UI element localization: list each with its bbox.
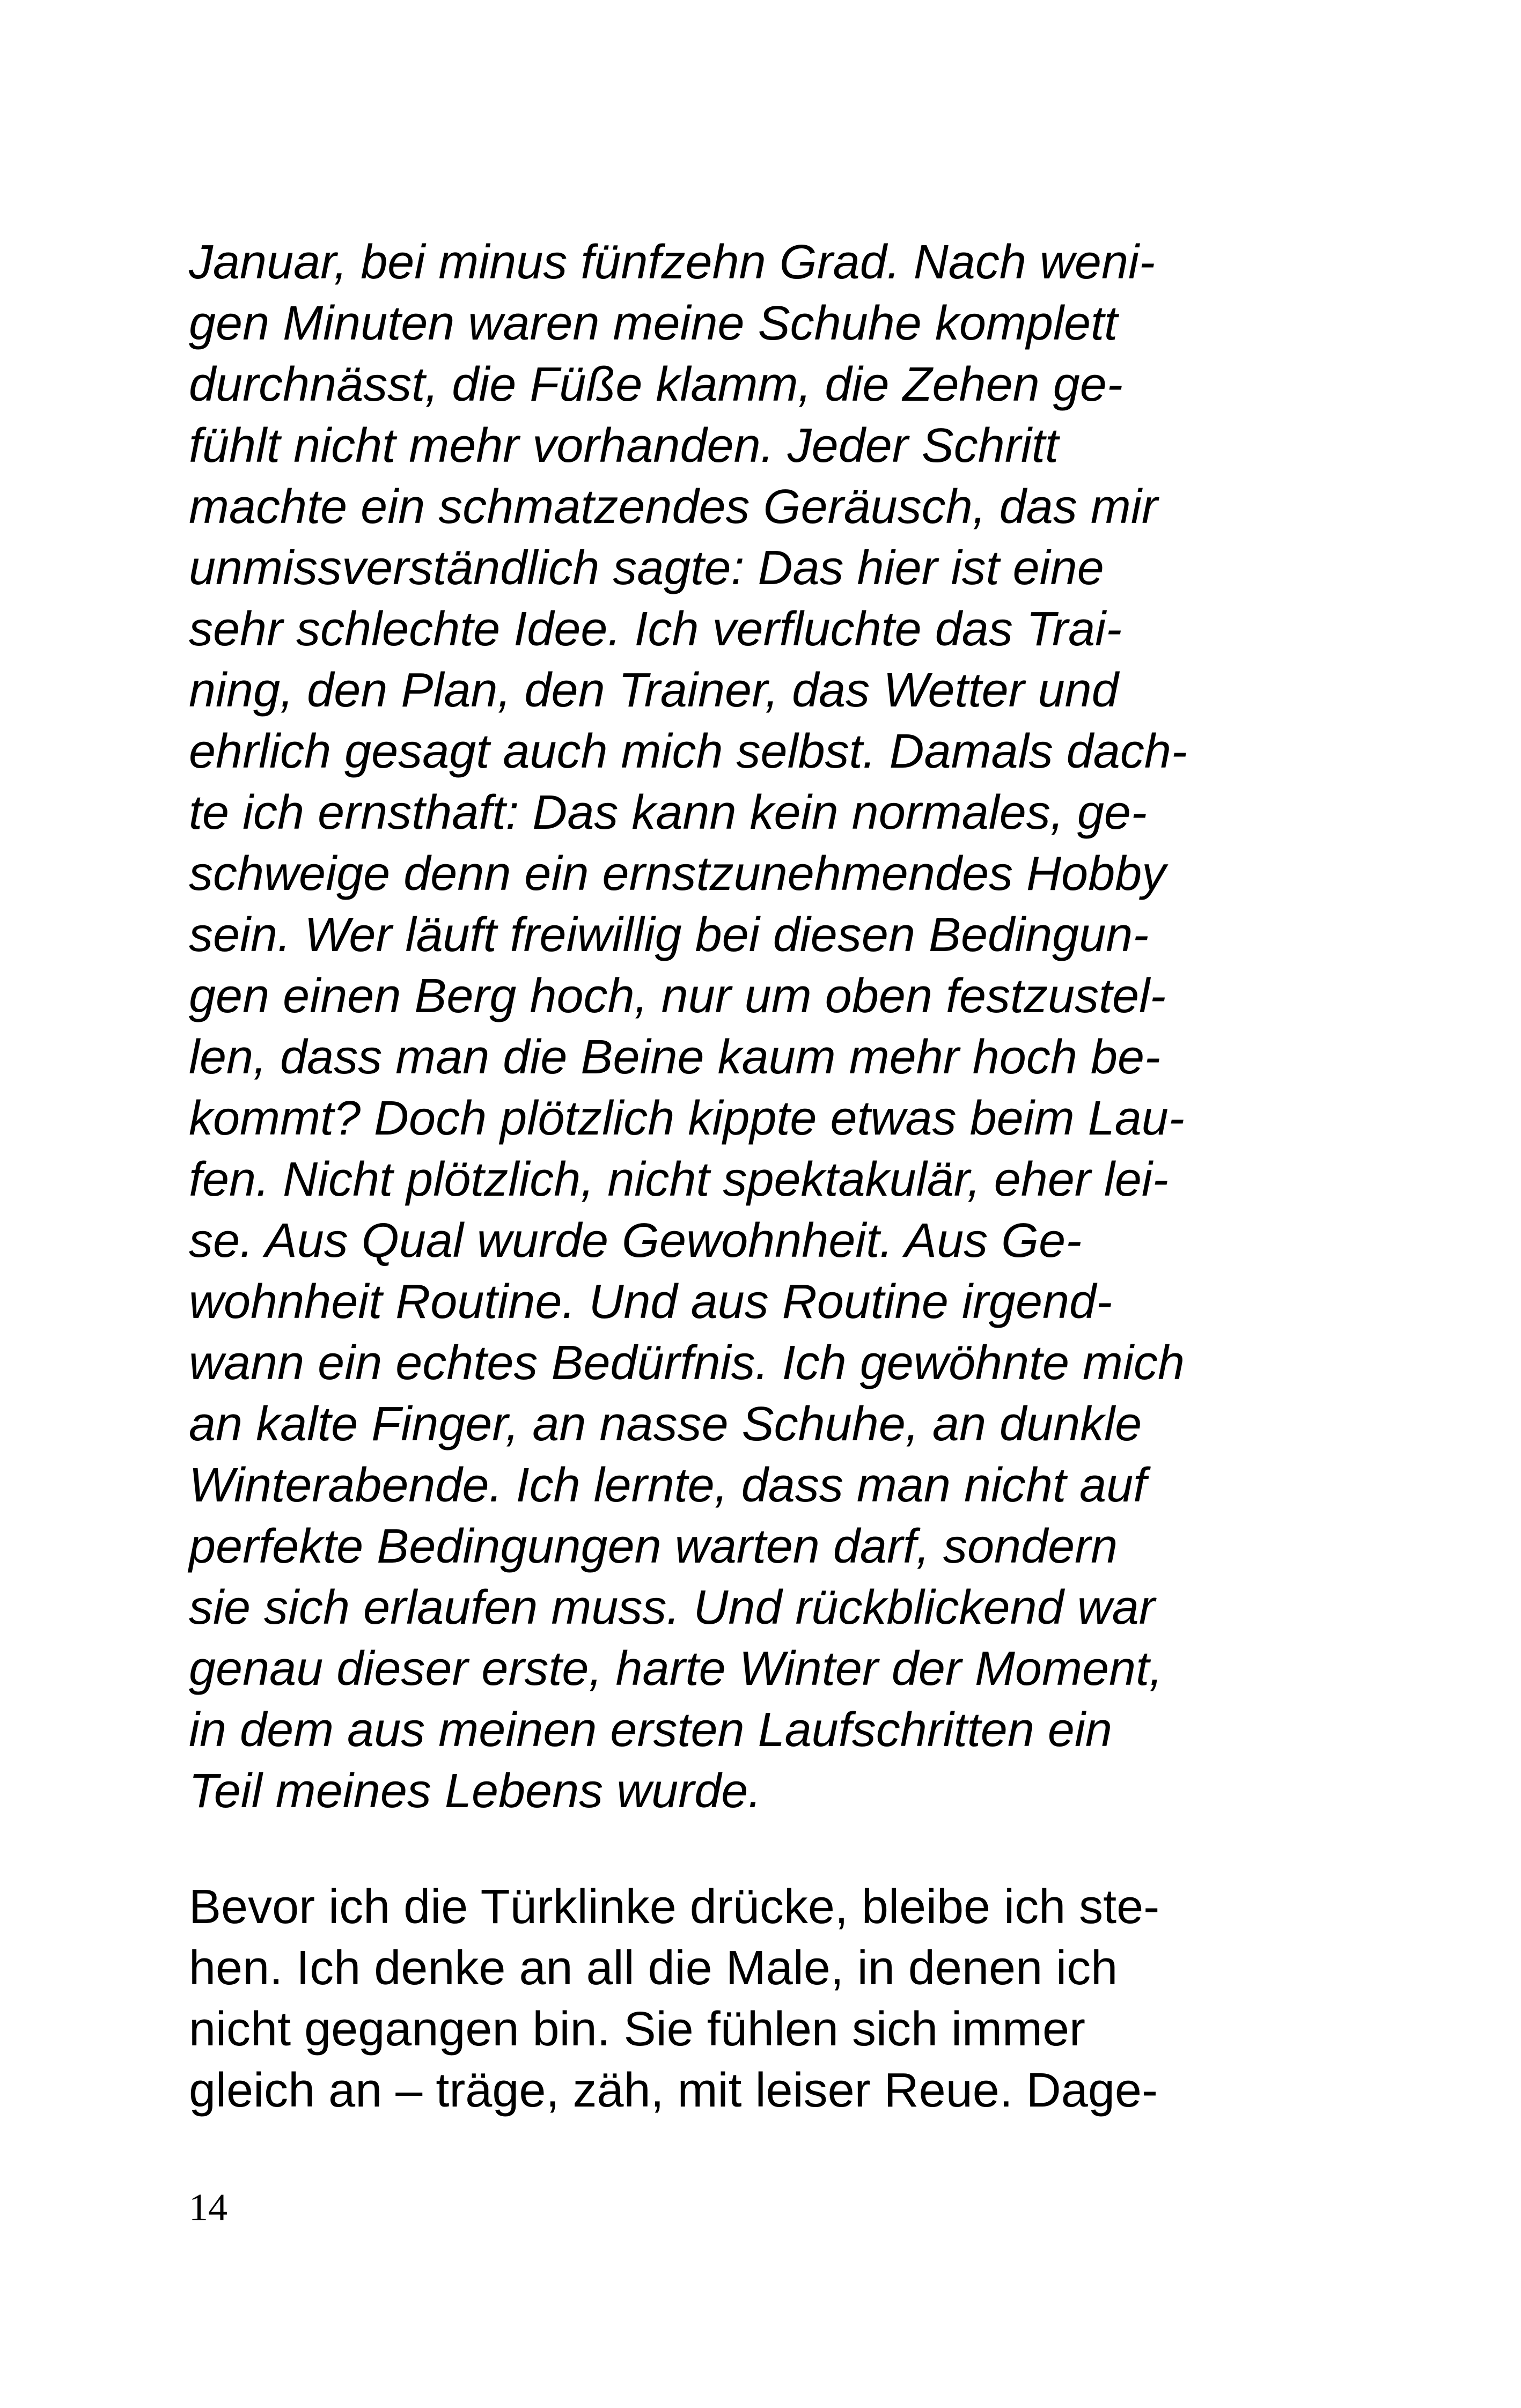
text-line: sehr schlechte Idee. Ich verfluchte das Trai- [189,602,1122,656]
text-line: machte ein schmatzendes Geräusch, das mir [189,480,1158,534]
text-line: te ich ernsthaft: Das kann kein normales, ge- [189,786,1147,840]
text-line: nicht gegangen bin. Sie fühlen sich immer [189,2002,1085,2056]
text-line: len, dass man die Beine kaum mehr hoch be- [189,1030,1160,1084]
text-line: in dem aus meinen ersten Laufschritten ein [189,1703,1112,1757]
text-line: sie sich erlaufen muss. Und rückblickend war [189,1581,1155,1634]
text-line: perfekte Bedingungen warten darf, sondern [189,1520,1118,1573]
normal-paragraph [189,1876,1396,2121]
text-line: kommt? Doch plötzlich kippte etwas beim Lau- [189,1092,1185,1145]
text-line: fen. Nicht plötzlich, nicht spektakulär, eher lei- [189,1153,1169,1206]
text-line: sein. Wer läuft freiwillig bei diesen Bedingun- [189,908,1149,962]
text-line: Januar, bei minus fünfzehn Grad. Nach weni- [189,235,1155,289]
text-line: ehrlich gesagt auch mich selbst. Damals dach- [189,725,1187,778]
text-line: se. Aus Qual wurde Gewohnheit. Aus Ge- [189,1214,1082,1268]
text-line: gen einen Berg hoch, nur um oben festzustel- [189,969,1166,1023]
text-line: genau dieser erste, harte Winter der Moment, [189,1642,1163,1696]
text-line: an kalte Finger, an nasse Schuhe, an dunkle [189,1397,1142,1451]
text-line: gen Minuten waren meine Schuhe komplett [189,297,1118,350]
text-line: schweige denn ein ernstzunehmendes Hobby [189,847,1166,901]
page-number: 14 [189,2186,227,2229]
text-line: durchnässt, die Füße klamm, die Zehen ge- [189,358,1123,411]
text-line: Bevor ich die Türklinke drücke, bleibe ich ste- [189,1880,1160,1934]
text-line: ning, den Plan, den Trainer, das Wetter und [189,664,1119,717]
text-line: Winterabende. Ich lernte, dass man nicht auf [189,1459,1147,1512]
text-line: fühlt nicht mehr vorhanden. Jeder Schritt [189,419,1059,473]
text-line: gleich an – träge, zäh, mit leiser Reue. Dage- [189,2064,1158,2117]
text-line: unmissverständlich sagte: Das hier ist eine [189,541,1104,595]
text-line: wann ein echtes Bedürfnis. Ich gewöhnte mich [189,1336,1185,1390]
italic-paragraph [189,232,1396,1822]
text-line: hen. Ich denke an all die Male, in denen ich [189,1941,1118,1995]
text-line: wohnheit Routine. Und aus Routine irgend- [189,1275,1113,1329]
text-line: Teil meines Lebens wurde. [189,1764,762,1818]
